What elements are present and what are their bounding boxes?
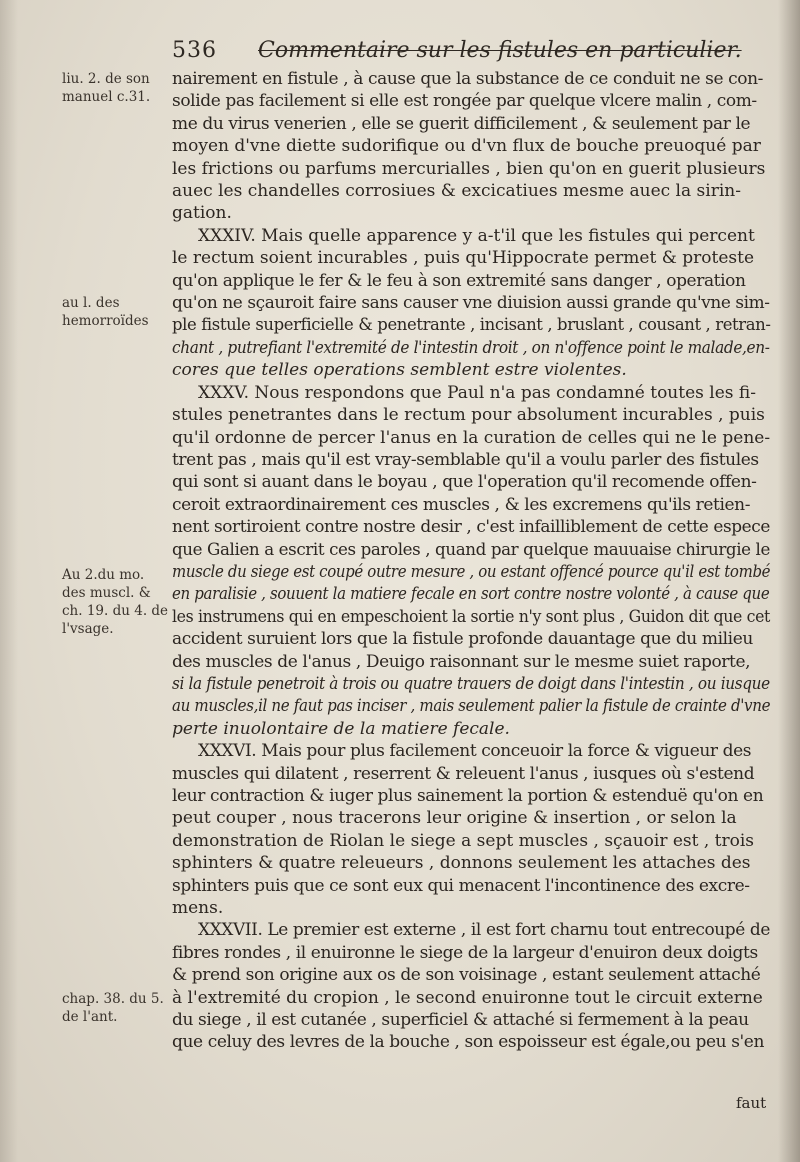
paragraph-xxxiv <box>172 225 770 382</box>
text-line: gation. <box>172 203 232 224</box>
text-line: accident suruient lors que la fistule profonde dauantage que du milieu <box>172 629 753 650</box>
paragraph-xxxv <box>172 382 770 741</box>
text-line: auec les chandelles corrosiues & excicatiues mesme auec la sirin- <box>172 181 741 202</box>
paragraph-xxxiii-end <box>172 68 770 225</box>
margin-note-hemorroides: au l. des hemorroïdes <box>62 295 149 329</box>
page-edge-shadow-left <box>0 0 18 1162</box>
text-line: qui sont si auant dans le boyau , que l'operation qu'il recomende offen- <box>172 472 757 493</box>
paragraph-xxxvi <box>172 740 770 919</box>
text-line: qu'il ordonne de percer l'anus en la curation de celles qui ne le pene- <box>172 427 771 448</box>
text-line: muscle du siege est coupé outre mesure , ou estant offencé pource qu'il est tombé <box>172 561 771 582</box>
page-edge-shadow-right <box>778 0 800 1162</box>
text-line: moyen d'vne diette sudorifique ou d'vn flux de bouche preuoqué par <box>172 136 761 157</box>
text-line: qu'on ne sçauroit faire sans causer vne diuision aussi grande qu'vne sim- <box>172 293 770 314</box>
text-line: le rectum soient incurables , puis qu'Hippocrate permet & proteste <box>172 248 755 269</box>
text-line: des muscles de l'anus , Deuigo raisonnant sur le mesme suiet raporte, <box>172 651 751 672</box>
text-line: muscles qui dilatent , reserrent & releuent l'anus , iusques où s'estend <box>172 763 755 784</box>
margin-note-usage: Au 2.du mo. des muscl. & ch. 19. du 4. de l'vsage. <box>62 567 169 637</box>
text-line: trent pas , mais qu'il est vray-semblable qu'il a voulu parler des fistules <box>172 449 759 470</box>
page-header <box>0 38 800 72</box>
text-line: que celuy des levres de la bouche , son espoisseur est égale,ou peu s'en <box>172 1032 765 1053</box>
text-line: en paralisie , souuent la matiere fecale en sort contre nostre volonté , à cause que <box>172 584 770 605</box>
text-line: nent sortiroient contre nostre desir , c'est infailliblement de cette espece <box>172 517 770 538</box>
text-line: me du virus venerien , elle se guerit difficilement , & seulement par le <box>172 113 751 134</box>
text-line: ceroit extraordinairement ces muscles , & les excremens qu'ils retien- <box>172 494 751 515</box>
text-line: cores que telles operations semblent estre violentes. <box>172 360 627 381</box>
text-line: leur contraction & iuger plus sainement la portion & estenduë qu'on en <box>172 786 764 806</box>
text-line: perte inuolontaire de la matiere fecale. <box>172 718 510 739</box>
text-line: solide pas facilement si elle est rongée par quelque vlcere malin , com- <box>172 91 757 112</box>
text-line: que Galien a escrit ces paroles , quand par quelque mauuaise chirurgie le <box>172 539 770 560</box>
text-line: au muscles,il ne faut pas inciser , mais seulement palier la fistule de crainte d'vne <box>172 696 771 717</box>
text-line: à l'extremité du cropion , le second enuironne tout le circuit externe <box>172 987 763 1008</box>
margin-note-anatomie: chap. 38. du 5. de l'ant. <box>62 991 164 1025</box>
text-line: si la fistule penetroit à trois ou quatre trauers de doigt dans l'intestin , ou iusque <box>172 673 770 694</box>
body-text <box>172 68 770 1054</box>
text-line: du siege , il est cutanée , superficiel & attaché si fermement à la peau <box>172 1010 749 1031</box>
text-line: XXXVI. Mais pour plus facilement conceuoir la force & vigueur des <box>198 741 752 762</box>
text-line: sphinters puis que ce sont eux qui menacent l'incontinence des excre- <box>172 875 750 896</box>
text-line: les frictions ou parfums mercurialles , bien qu'on en guerit plusieurs <box>172 158 766 179</box>
text-line: demonstration de Riolan le siege a sept muscles , sçauoir est , trois <box>172 830 755 851</box>
text-line: nairement en fistule , à cause que la substance de ce conduit ne se con- <box>172 69 764 89</box>
page-number: 536 <box>172 38 217 63</box>
text-line: XXXIV. Mais quelle apparence y a-t'il que les fistules qui percent <box>198 225 755 246</box>
text-line: stules penetrantes dans le rectum pour absolument incurables , puis <box>172 405 765 426</box>
text-line: les instrumens qui en empeschoient la sortie n'y sont plus , Guidon dit que cet <box>172 606 771 627</box>
text-line: sphinters & quatre releueurs , donnons seulement les attaches des <box>172 853 751 874</box>
text-line: & prend son origine aux os de son voisinage , estant seulement attaché <box>172 965 761 986</box>
text-line: chant , putrefiant l'extremité de l'intestin droit , on n'offence point le malade,en- <box>172 337 770 358</box>
running-title: Commentaire sur les fistules en particulier. <box>258 38 742 63</box>
margin-note-manuel: liu. 2. de son manuel c.31. <box>62 71 151 105</box>
text-line: XXXVII. Le premier est externe , il est fort charnu tout entrecoupé de <box>197 920 771 941</box>
text-line: peut couper , nous tracerons leur origine & insertion , or selon la <box>172 808 737 829</box>
text-line: fibres rondes , il enuironne le siege de la largeur d'enuiron deux doigts <box>172 942 758 963</box>
text-line: ple fistule superficielle & penetrante , incisant , bruslant , cousant , retran- <box>172 315 771 336</box>
catch-word: faut <box>736 1094 767 1112</box>
text-line: qu'on applique le fer & le feu à son extremité sans danger , operation <box>172 270 746 291</box>
text-line: XXXV. Nous respondons que Paul n'a pas condamné toutes les fi- <box>198 382 756 403</box>
paragraph-xxxvii <box>172 919 770 1053</box>
text-line: mens. <box>172 898 224 919</box>
